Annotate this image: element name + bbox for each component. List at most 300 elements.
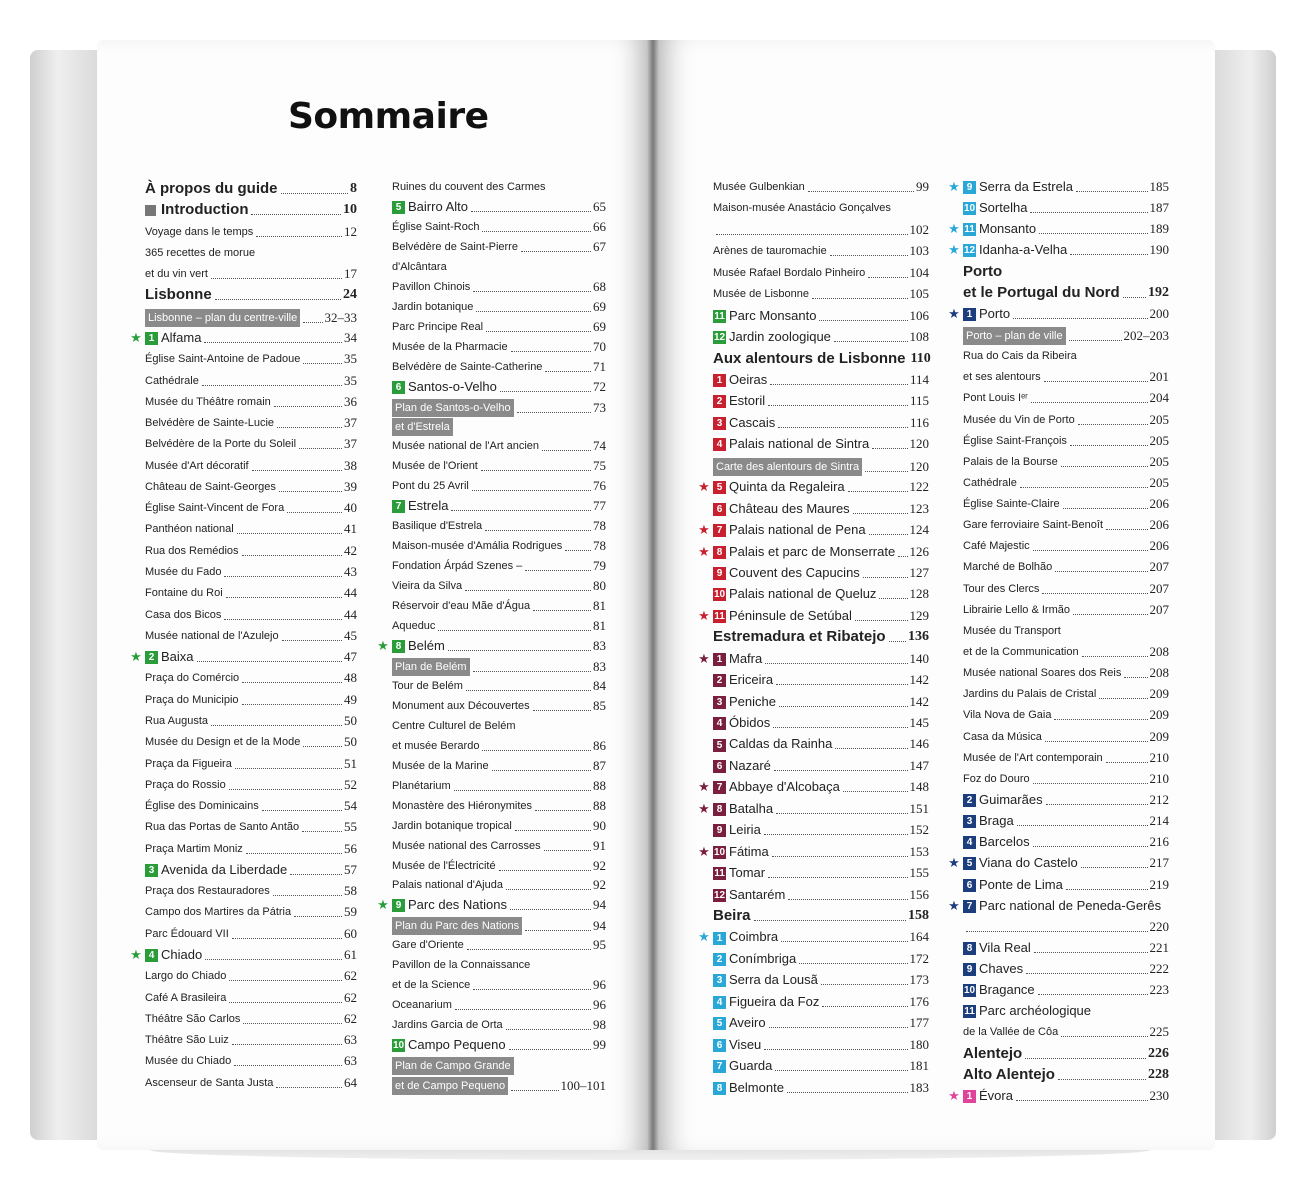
toc-entry bbox=[145, 435, 357, 453]
dot-leader bbox=[299, 447, 342, 449]
toc-page-number: 207 bbox=[1149, 559, 1169, 575]
toc-entry-text: Tomar bbox=[729, 865, 766, 881]
toc-entry-label bbox=[145, 1010, 240, 1028]
toc-entry-text: Parc Principe Real bbox=[392, 320, 484, 333]
dot-leader bbox=[277, 426, 342, 428]
page-title: Sommaire bbox=[288, 96, 489, 137]
toc-entry bbox=[392, 717, 606, 735]
dot-leader bbox=[1099, 697, 1147, 699]
dot-leader bbox=[229, 788, 342, 790]
toc-entry-text: Belvédère de Saint-Pierre bbox=[392, 240, 518, 253]
toc-entry-text: Nazaré bbox=[729, 757, 771, 773]
toc-page-number: 51 bbox=[344, 755, 357, 771]
toc-entry bbox=[963, 389, 1169, 407]
toc-page-number: 152 bbox=[909, 822, 929, 838]
site-number-badge: 3 bbox=[713, 974, 726, 987]
toc-entry bbox=[713, 757, 929, 775]
toc-entry-text: Théâtre São Carlos bbox=[145, 1012, 241, 1025]
toc-entry-text: 365 recettes de morue bbox=[145, 246, 256, 259]
site-number-badge: 10 bbox=[392, 1040, 405, 1052]
toc-entry-label bbox=[948, 854, 1078, 872]
toc-entry-label bbox=[963, 1045, 1022, 1063]
dot-leader bbox=[1078, 423, 1148, 425]
toc-entry bbox=[963, 199, 1169, 217]
toc-entry bbox=[377, 637, 606, 655]
toc-entry bbox=[713, 693, 929, 711]
toc-page-number: 102 bbox=[909, 221, 929, 237]
toc-page-number: 38 bbox=[344, 457, 357, 473]
toc-entry-text: Musée d'Art décoratif bbox=[145, 459, 249, 472]
dot-leader bbox=[482, 230, 591, 232]
toc-entry-text: Pavillon de la Connaissance bbox=[392, 959, 531, 972]
site-number-badge: 7 bbox=[713, 781, 726, 794]
toc-entry-label bbox=[392, 318, 483, 336]
toc-entry-label bbox=[713, 435, 869, 453]
toc-page-number: 115 bbox=[909, 393, 929, 409]
toc-entry-label bbox=[392, 857, 496, 875]
toc-entry-label bbox=[145, 712, 208, 730]
dot-leader bbox=[535, 809, 591, 811]
toc-entry-text: Aveiro bbox=[729, 1015, 766, 1031]
toc-entry bbox=[963, 664, 1169, 682]
toc-entry-text: Vila Real bbox=[979, 939, 1031, 955]
toc-entry-text: Ruines du couvent des Carmes bbox=[392, 181, 546, 193]
toc-entry-text: Fontaine du Roi bbox=[145, 587, 223, 600]
site-number-badge: 11 bbox=[714, 310, 725, 322]
toc-entry-label bbox=[145, 286, 212, 304]
star-icon: ★ bbox=[698, 543, 710, 559]
toc-entry bbox=[698, 650, 929, 668]
dot-leader bbox=[234, 1064, 342, 1066]
toc-entry-label bbox=[698, 543, 896, 561]
toc-page-number: 36 bbox=[344, 393, 357, 409]
site-number-badge: 10 bbox=[963, 203, 976, 215]
dot-leader bbox=[465, 589, 591, 591]
toc-page-number: 81 bbox=[593, 618, 606, 634]
toc-entry-label bbox=[392, 477, 469, 495]
toc-entry bbox=[145, 499, 357, 517]
toc-page-number: 35 bbox=[344, 351, 357, 367]
dot-leader bbox=[274, 405, 342, 407]
dot-leader bbox=[1070, 444, 1148, 446]
toc-entry-text: Palais et parc de Monserrate bbox=[729, 543, 896, 559]
toc-entry-label bbox=[963, 495, 1060, 513]
toc-entry bbox=[713, 907, 929, 925]
toc-entry bbox=[963, 516, 1169, 534]
toc-entry-text: Parc des Nations bbox=[408, 897, 507, 913]
dot-leader bbox=[511, 1089, 558, 1091]
dot-leader bbox=[776, 683, 907, 685]
toc-page-number: 8 bbox=[350, 181, 357, 196]
site-number-badge: 5 bbox=[713, 1017, 726, 1030]
toc-page-number: 219 bbox=[1149, 876, 1169, 892]
toc-entry-label bbox=[392, 876, 503, 894]
toc-page-number: 140 bbox=[909, 650, 929, 666]
toc-entry-label bbox=[392, 278, 470, 296]
toc-entry bbox=[145, 584, 357, 602]
toc-page-number: 52 bbox=[344, 776, 357, 792]
page-edges-right bbox=[1212, 50, 1276, 1140]
toc-entry-text: Baixa bbox=[161, 649, 194, 665]
dot-leader bbox=[287, 511, 342, 513]
dot-leader bbox=[764, 833, 908, 835]
toc-entry-label bbox=[145, 180, 278, 198]
toc-entry bbox=[948, 220, 1169, 238]
toc-page-number: 228 bbox=[1148, 1066, 1169, 1082]
toc-page-number: 84 bbox=[593, 677, 606, 693]
toc-entry-text: Musée du Design et de la Mode bbox=[145, 736, 301, 749]
dot-leader bbox=[787, 1091, 908, 1093]
dot-leader bbox=[764, 1048, 907, 1050]
toc-entry bbox=[698, 778, 929, 796]
toc-entry-text: Chiado bbox=[161, 947, 203, 963]
toc-entry bbox=[145, 903, 357, 921]
toc-entry bbox=[713, 1014, 929, 1032]
toc-entry-text: Plan de Campo Grande bbox=[392, 1057, 514, 1075]
toc-entry-text: Musée du Fado bbox=[145, 566, 222, 579]
toc-entry-text: Basilique d'Estrela bbox=[392, 520, 483, 533]
toc-entry-label bbox=[392, 238, 518, 256]
toc-entry-text: Église Saint-Antoine de Padoue bbox=[145, 353, 301, 366]
site-number-badge: 2 bbox=[713, 395, 726, 408]
dot-leader bbox=[855, 619, 908, 621]
site-number-badge: 11 bbox=[714, 868, 725, 880]
toc-entry-label bbox=[392, 497, 448, 515]
toc-page-number: 136 bbox=[908, 629, 929, 645]
toc-entry-text: d'Alcântara bbox=[392, 260, 447, 273]
dot-leader bbox=[303, 362, 342, 364]
toc-page-number: 96 bbox=[593, 977, 606, 993]
site-number-badge: 5 bbox=[713, 739, 726, 752]
toc-entry bbox=[963, 876, 1169, 894]
toc-entry-label bbox=[145, 989, 226, 1007]
toc-entry bbox=[145, 840, 357, 858]
dot-leader bbox=[242, 554, 342, 556]
toc-entry-label bbox=[713, 1036, 761, 1054]
toc-entry-label bbox=[963, 643, 1079, 661]
toc-entry bbox=[392, 1016, 606, 1034]
toc-entry-label bbox=[963, 960, 1023, 978]
dot-leader bbox=[774, 769, 908, 771]
toc-page-number: 209 bbox=[1149, 686, 1169, 702]
toc-entry-text: et de la Science bbox=[392, 979, 471, 992]
toc-entry-text: Guimarães bbox=[979, 791, 1043, 807]
toc-page-number: 158 bbox=[908, 908, 929, 924]
toc-entry-label bbox=[145, 903, 291, 921]
site-number-badge: 7 bbox=[713, 1060, 726, 1073]
dot-leader bbox=[834, 340, 908, 342]
toc-entry-label bbox=[698, 478, 845, 496]
dot-leader bbox=[779, 705, 908, 707]
dot-leader bbox=[898, 555, 907, 557]
toc-entry-text: Oeiras bbox=[729, 371, 768, 387]
toc-page-number: 81 bbox=[593, 598, 606, 614]
toc-entry-label bbox=[713, 993, 819, 1011]
toc-entry-text: Marché de Bolhão bbox=[963, 561, 1053, 574]
toc-page-number: 110 bbox=[910, 350, 931, 366]
toc-entry-label bbox=[392, 817, 512, 835]
toc-entry-text: Pont Louis Iᵉʳ bbox=[963, 392, 1028, 405]
toc-entry-text: Cathédrale bbox=[145, 374, 199, 387]
toc-entry-text: Musée de la Marine bbox=[392, 759, 489, 772]
toc-entry-text: Serra da Lousã bbox=[729, 972, 818, 988]
toc-entry bbox=[145, 286, 357, 304]
dot-leader bbox=[279, 490, 342, 492]
toc-page-number: 74 bbox=[593, 438, 606, 454]
toc-entry bbox=[145, 755, 357, 773]
toc-entry-label bbox=[963, 411, 1075, 429]
toc-entry-text: Ponte de Lima bbox=[979, 876, 1063, 892]
site-number-badge: 12 bbox=[963, 245, 976, 257]
toc-entry-text: Péninsule de Setúbal bbox=[729, 607, 852, 623]
toc-page-number: 108 bbox=[909, 329, 929, 345]
toc-entry-label bbox=[963, 284, 1120, 302]
toc-entry-label bbox=[713, 264, 865, 282]
toc-page-number: 172 bbox=[909, 950, 929, 966]
toc-page-number: 200 bbox=[1149, 305, 1169, 321]
toc-entry bbox=[392, 876, 606, 894]
toc-entry bbox=[713, 886, 929, 904]
site-number-badge: 7 bbox=[392, 500, 405, 513]
toc-page-number: 91 bbox=[593, 837, 606, 853]
toc-page-number: 12 bbox=[344, 223, 357, 239]
toc-page-number: 34 bbox=[344, 329, 357, 345]
toc-entry-label bbox=[392, 198, 468, 216]
toc-entry-label bbox=[145, 201, 248, 219]
toc-entry-text: Évora bbox=[979, 1087, 1013, 1103]
toc-entry-label bbox=[392, 1036, 506, 1054]
dot-leader bbox=[1046, 803, 1148, 805]
star-icon: ★ bbox=[948, 897, 960, 913]
toc-entry-label bbox=[145, 393, 271, 411]
dot-leader bbox=[204, 341, 342, 343]
toc-entry-label bbox=[698, 928, 779, 946]
site-number-badge: 3 bbox=[713, 417, 726, 430]
dot-leader bbox=[303, 745, 342, 747]
toc-page-number: 145 bbox=[909, 715, 929, 731]
dot-leader bbox=[224, 575, 342, 577]
toc-entry-text: Palais de la Bourse bbox=[963, 455, 1058, 468]
toc-entry-label bbox=[392, 956, 530, 974]
toc-entry-label bbox=[145, 435, 296, 453]
toc-entry-text: Fondation Árpád Szenes – bbox=[392, 560, 523, 573]
toc-entry bbox=[145, 712, 357, 730]
toc-entry-label bbox=[713, 350, 906, 368]
toc-page-number: 92 bbox=[593, 857, 606, 873]
toc-entry bbox=[145, 201, 357, 219]
toc-entry-label bbox=[963, 876, 1063, 894]
dot-leader bbox=[486, 330, 591, 332]
toc-page-number: 78 bbox=[593, 538, 606, 554]
toc-entry-text: Fátima bbox=[729, 843, 769, 859]
dot-leader bbox=[545, 370, 591, 372]
toc-page-number: 126 bbox=[909, 543, 929, 559]
toc-entry bbox=[713, 1079, 929, 1097]
toc-entry-text: Maison-musée d'Amália Rodrigues bbox=[392, 540, 563, 553]
toc-entry-text: Plan du Parc des Nations bbox=[392, 917, 522, 935]
dot-leader bbox=[506, 1028, 591, 1030]
toc-entry-text: et ses alentours bbox=[963, 371, 1041, 384]
star-icon: ★ bbox=[948, 855, 960, 871]
toc-entry bbox=[948, 897, 1169, 915]
site-number-badge: 6 bbox=[392, 381, 405, 394]
toc-entry-text: Caldas da Rainha bbox=[729, 736, 833, 752]
toc-entry-text: Palais national de Pena bbox=[729, 522, 866, 538]
toc-page-number: 35 bbox=[344, 372, 357, 388]
site-number-badge: 1 bbox=[713, 653, 726, 666]
toc-entry-label bbox=[963, 580, 1039, 598]
toc-page-number: 96 bbox=[593, 997, 606, 1013]
dot-leader bbox=[1106, 528, 1147, 530]
toc-entry-text: et le Portugal du Nord bbox=[963, 283, 1120, 301]
toc-entry-text: Santarém bbox=[729, 886, 786, 902]
toc-entry bbox=[145, 308, 357, 327]
site-number-badge: 5 bbox=[963, 857, 976, 870]
toc-entry-text: Campo dos Martires da Pátria bbox=[145, 906, 292, 919]
toc-entry bbox=[145, 350, 357, 368]
toc-page-number: 69 bbox=[593, 318, 606, 334]
toc-entry-text: Sortelha bbox=[979, 200, 1028, 216]
toc-entry bbox=[392, 358, 606, 376]
dot-leader bbox=[768, 404, 908, 406]
toc-entry bbox=[713, 564, 929, 582]
toc-entry-text: Santos-o-Velho bbox=[408, 378, 497, 394]
toc-entry-label bbox=[963, 432, 1067, 450]
toc-page-number: 42 bbox=[344, 542, 357, 558]
dot-leader bbox=[262, 809, 342, 811]
toc-entry-text: Vila Nova de Gaia bbox=[963, 709, 1052, 722]
toc-page-number: 94 bbox=[593, 897, 606, 913]
toc-entry-text: Guarda bbox=[729, 1058, 773, 1074]
dot-leader bbox=[1026, 972, 1147, 974]
dot-leader bbox=[451, 509, 591, 511]
toc-page-number: 123 bbox=[909, 500, 929, 516]
dot-leader bbox=[1055, 570, 1147, 572]
toc-entry-label bbox=[130, 946, 203, 964]
toc-page-number: 181 bbox=[909, 1058, 929, 1074]
dot-leader bbox=[775, 1069, 907, 1071]
dot-leader bbox=[303, 321, 322, 323]
toc-entry bbox=[392, 517, 606, 535]
toc-entry bbox=[963, 495, 1169, 513]
toc-page-number: 176 bbox=[909, 993, 929, 1009]
toc-entry-label bbox=[392, 437, 539, 455]
toc-entry bbox=[145, 733, 357, 751]
toc-page-number: 56 bbox=[344, 840, 357, 856]
toc-entry-label bbox=[392, 358, 542, 376]
toc-entry bbox=[713, 350, 929, 368]
toc-page-number: 205 bbox=[1149, 474, 1169, 490]
toc-page-number: 40 bbox=[344, 500, 357, 516]
dot-leader bbox=[226, 596, 342, 598]
toc-entry-label bbox=[698, 843, 769, 861]
toc-entry bbox=[392, 916, 606, 935]
toc-entry-text: Leiria bbox=[729, 822, 761, 838]
toc-page-number: 207 bbox=[1149, 601, 1169, 617]
star-icon: ★ bbox=[698, 800, 710, 816]
star-icon: ★ bbox=[698, 607, 710, 623]
toc-page-number: 208 bbox=[1149, 644, 1169, 659]
toc-page-number: 44 bbox=[344, 585, 357, 601]
toc-entry-label bbox=[392, 757, 489, 775]
toc-page-number: 61 bbox=[344, 947, 357, 963]
toc-entry bbox=[963, 918, 1169, 936]
dot-leader bbox=[533, 609, 591, 611]
toc-entry bbox=[698, 543, 929, 561]
toc-page-number: 37 bbox=[344, 436, 357, 452]
toc-entry-text: Église Saint-François bbox=[963, 434, 1067, 447]
site-number-badge: 4 bbox=[963, 836, 976, 849]
toc-page-number: 127 bbox=[909, 564, 929, 580]
toc-page-number: 114 bbox=[909, 371, 929, 387]
toc-entry bbox=[963, 812, 1169, 830]
toc-entry bbox=[392, 657, 606, 676]
toc-entry bbox=[392, 278, 606, 296]
toc-entry-text: et du vin vert bbox=[145, 268, 208, 281]
dot-leader bbox=[473, 670, 591, 672]
toc-entry-text: Arènes de tauromachie bbox=[713, 245, 827, 258]
toc-entry-text: Praça da Figueira bbox=[145, 757, 232, 770]
toc-page-number: 70 bbox=[593, 338, 606, 354]
dot-leader bbox=[1081, 866, 1148, 868]
toc-entry-text: Casa da Música bbox=[963, 730, 1042, 743]
toc-page-number: 62 bbox=[344, 989, 357, 1005]
dot-leader bbox=[499, 869, 591, 871]
dot-leader bbox=[872, 447, 907, 449]
toc-entry-text: Parc Monsanto bbox=[729, 307, 817, 323]
site-number-badge: 8 bbox=[713, 803, 726, 816]
toc-page-number: 206 bbox=[1149, 517, 1169, 533]
dot-leader bbox=[822, 1005, 907, 1007]
star-icon: ★ bbox=[698, 650, 710, 666]
site-number-badge: 2 bbox=[963, 794, 976, 807]
toc-entry-label bbox=[145, 797, 259, 815]
dot-leader bbox=[467, 948, 591, 950]
toc-entry bbox=[145, 861, 357, 879]
site-number-badge: 8 bbox=[713, 546, 726, 559]
toc-entry bbox=[713, 671, 929, 689]
toc-entry-label bbox=[713, 585, 876, 603]
dot-leader bbox=[821, 983, 908, 985]
dot-leader bbox=[778, 426, 908, 428]
dot-leader bbox=[770, 383, 908, 385]
toc-entry-label bbox=[392, 996, 452, 1014]
toc-entry-text: Café Majestic bbox=[963, 540, 1030, 553]
toc-page-number: 202–203 bbox=[1123, 327, 1169, 343]
site-number-badge: 6 bbox=[713, 760, 726, 773]
toc-entry-text: Praça do Municipio bbox=[145, 693, 239, 706]
toc-entry bbox=[963, 263, 1169, 281]
site-number-badge: 4 bbox=[145, 949, 158, 962]
toc-entry-label bbox=[145, 755, 232, 773]
toc-entry bbox=[145, 478, 357, 496]
toc-page-number: 217 bbox=[1149, 855, 1169, 871]
site-number-badge: 2 bbox=[713, 953, 726, 966]
dot-leader bbox=[1016, 1099, 1148, 1101]
toc-entry-text: Jardin zoologique bbox=[729, 329, 831, 345]
toc-entry bbox=[713, 585, 929, 603]
toc-page-number: 44 bbox=[344, 606, 357, 622]
dot-leader bbox=[848, 490, 908, 492]
toc-entry-text: Musée de l'Orient bbox=[392, 460, 478, 473]
toc-entry-text: Tour des Clercs bbox=[963, 582, 1040, 595]
star-icon: ★ bbox=[948, 305, 960, 321]
dot-leader bbox=[788, 898, 907, 900]
toc-page-number: 225 bbox=[1149, 1024, 1169, 1040]
toc-entry bbox=[713, 264, 929, 282]
toc-entry bbox=[392, 857, 606, 875]
toc-entry-label bbox=[713, 392, 765, 410]
